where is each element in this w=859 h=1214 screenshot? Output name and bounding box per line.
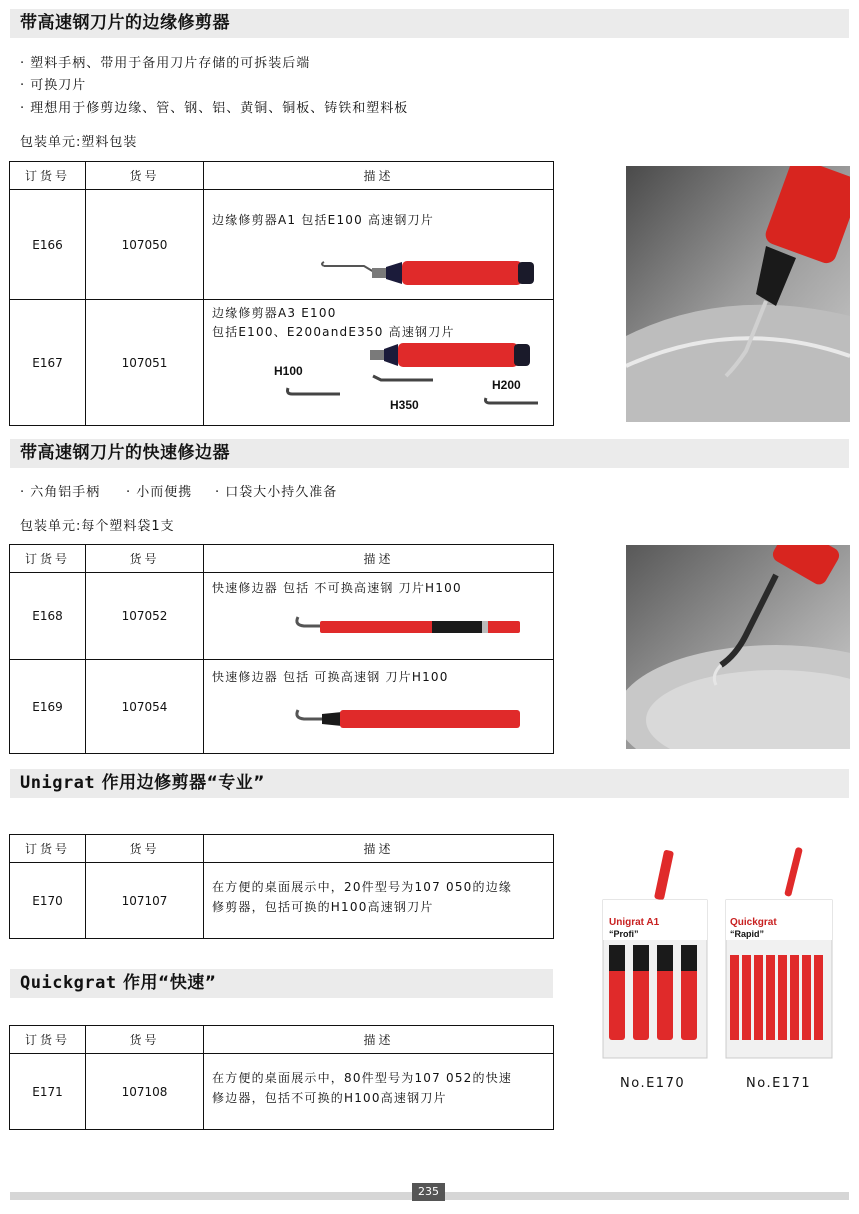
description-text: 在方便的桌面展示中，80件型号为107 052的快速	[212, 1071, 513, 1085]
blade-h350-icon	[369, 372, 439, 386]
title-rest: 作用“快速”	[123, 973, 217, 993]
edge-trimmer-a1-icon	[314, 258, 544, 288]
col-header-order-no: 订货号	[10, 1026, 86, 1054]
packaging-unit: 包装单元:每个塑料袋1支	[20, 519, 175, 534]
col-header-description: 描述	[204, 545, 554, 573]
item-number: 107054	[86, 660, 204, 754]
description-text: 边缘修剪器A3 E100	[212, 306, 337, 320]
section-title-quick-deburrer: 带高速钢刀片的快速修边器	[20, 443, 230, 463]
title-latin: Quickgrat	[20, 973, 117, 993]
product-photo-quick-deburring	[626, 545, 850, 749]
display-brand-label: Unigrat A1	[609, 917, 660, 928]
page-number: 235	[412, 1183, 445, 1201]
description-cell	[204, 190, 554, 300]
description-cell	[204, 1054, 554, 1130]
description-text: 修边器，包括不可换的H100高速钢刀片	[212, 1091, 447, 1105]
bullet-item: · 理想用于修剪边缘、管、钢、铝、黄铜、铜板、铸铁和塑料板	[20, 101, 409, 116]
description-cell	[204, 573, 554, 660]
table-row	[10, 660, 554, 754]
item-number: 107050	[86, 190, 204, 300]
bullet-item: · 小而便携	[126, 485, 193, 500]
display-box-unigrat	[601, 845, 709, 1060]
bullet-item: · 可换刀片	[20, 78, 87, 93]
blade-label-h200: H200	[492, 378, 521, 392]
display-sub-label: “Profi”	[609, 929, 639, 939]
section-title-unigrat	[20, 769, 265, 798]
item-number: 107051	[86, 300, 204, 426]
item-number: 107052	[86, 573, 204, 660]
blade-h200-icon	[482, 394, 542, 408]
col-header-description: 描述	[204, 835, 554, 863]
title-rest: 作用边修剪器“专业”	[101, 773, 265, 793]
description-text: 在方便的桌面展示中，20件型号为107 050的边缘	[212, 880, 513, 894]
table-row	[10, 190, 554, 300]
description-text: 修剪器，包括可换的H100高速钢刀片	[212, 900, 434, 914]
spec-table-quick-deburrer	[9, 544, 554, 754]
quick-deburrer-e168-icon	[292, 611, 527, 637]
section-title-edge-trimmer: 带高速钢刀片的边缘修剪器	[20, 13, 230, 33]
order-number: E167	[10, 300, 86, 426]
blade-label-h100: H100	[274, 364, 303, 378]
col-header-item-no: 货号	[86, 1026, 204, 1054]
table-row	[10, 300, 554, 426]
product-photo-edge-trimming	[626, 166, 850, 422]
bullet-item: · 口袋大小持久准备	[215, 485, 338, 500]
caption-e170: No.E170	[620, 1076, 686, 1091]
table-row	[10, 573, 554, 660]
col-header-description: 描述	[204, 1026, 554, 1054]
description-cell	[204, 660, 554, 754]
description-text: 边缘修剪器A1 包括E100 高速钢刀片	[212, 213, 434, 227]
quick-deburrer-e169-icon	[292, 704, 527, 732]
col-header-item-no: 货号	[86, 545, 204, 573]
description-text: 快速修边器 包括 可换高速钢 刀片H100	[212, 670, 449, 684]
packaging-unit: 包装单元:塑料包装	[20, 135, 138, 150]
item-number: 107107	[86, 863, 204, 939]
description-cell	[204, 863, 554, 939]
order-number: E170	[10, 863, 86, 939]
col-header-order-no: 订货号	[10, 162, 86, 190]
description-cell	[204, 300, 554, 426]
bullet-item: · 六角铝手柄	[20, 485, 101, 500]
display-box-quickgrat	[724, 845, 834, 1060]
bullet-item: · 塑料手柄、带用于备用刀片存储的可拆装后端	[20, 56, 311, 71]
spec-table-edge-trimmer	[9, 161, 554, 426]
section-title-quickgrat	[20, 969, 216, 998]
blade-h100-icon	[284, 384, 344, 400]
spec-table-unigrat	[9, 834, 554, 939]
description-text: 包括E100、E200andE350 高速钢刀片	[212, 325, 455, 339]
col-header-item-no: 货号	[86, 162, 204, 190]
col-header-order-no: 订货号	[10, 545, 86, 573]
table-row	[10, 863, 554, 939]
display-sub-label: “Rapid”	[730, 929, 765, 939]
order-number: E169	[10, 660, 86, 754]
item-number: 107108	[86, 1054, 204, 1130]
blade-label-h350: H350	[390, 398, 419, 412]
table-row	[10, 1054, 554, 1130]
order-number: E166	[10, 190, 86, 300]
col-header-order-no: 订货号	[10, 835, 86, 863]
order-number: E168	[10, 573, 86, 660]
order-number: E171	[10, 1054, 86, 1130]
col-header-item-no: 货号	[86, 835, 204, 863]
description-text: 快速修边器 包括 不可换高速钢 刀片H100	[212, 581, 462, 595]
col-header-description: 描述	[204, 162, 554, 190]
display-brand-label: Quickgrat	[730, 917, 777, 928]
spec-table-quickgrat	[9, 1025, 554, 1130]
edge-trimmer-a3-icon	[354, 340, 544, 370]
caption-e171: No.E171	[746, 1076, 812, 1091]
title-latin: Unigrat	[20, 773, 96, 793]
